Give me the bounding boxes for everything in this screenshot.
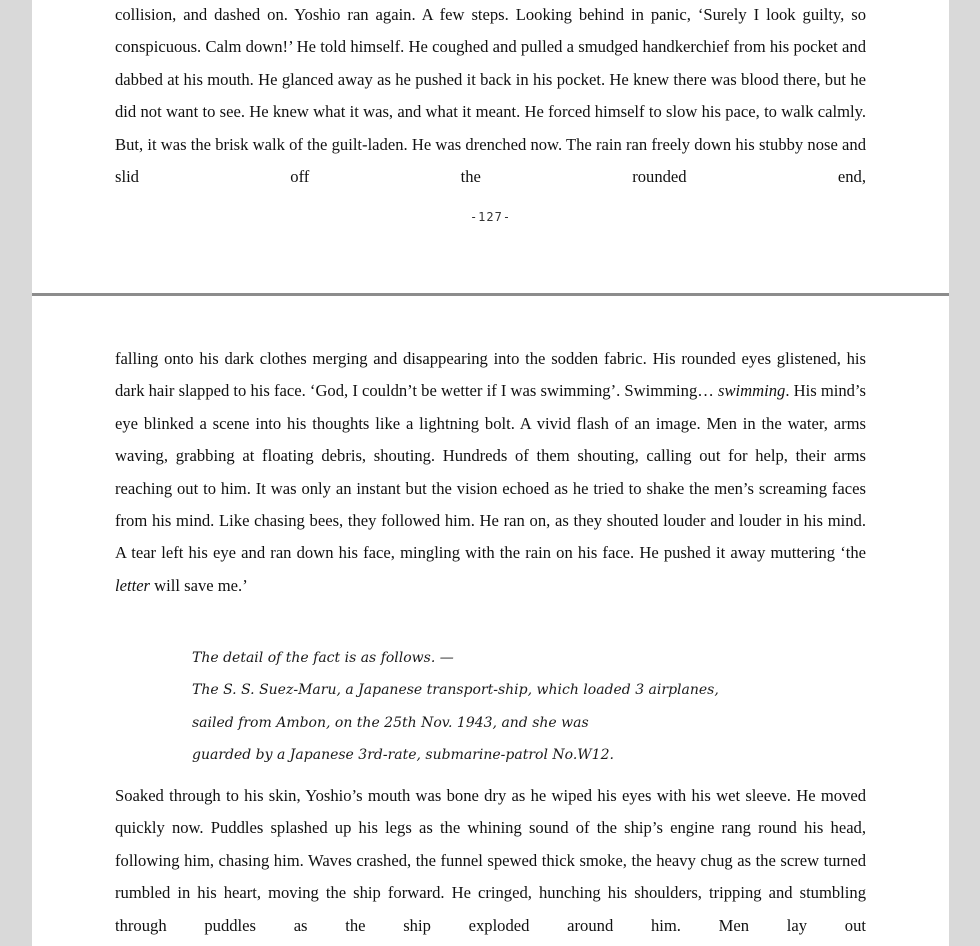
- paragraph-bottom: Soaked through to his skin, Yoshio’s mouth was bone dry as he wiped his eyes with his wet sleeve. He moved quickly now. Puddles splashed up his legs as the whining sound of the ship’s engine rang round his head, following him, chasing him. Waves crashed, the funnel spewed thick smoke, the heavy chug as the screw turned rumbled in his heart, moving the ship forward. He cringed, hunching his shoulders, tripping and stumbling through puddles as the ship exploded around him. Men lay out: [115, 786, 866, 935]
- handwritten-letter-excerpt: [192, 642, 792, 772]
- page-127: [32, 0, 949, 293]
- paragraph-text: . His mind’s eye blinked a scene into his thoughts like a lightning bolt. A vivid flash of an image. Men in the water, arms waving, grabbing at floating debris, shouting. Hundreds of them shouting, calling out for help, their arms reaching out to him. It was only an instant but the vision echoed as he tried to shake the men’s screaming faces from his mind. Like chasing bees, they followed him. He ran on, as they shouted louder and louder in his mind. A tear left his eye and ran down his face, mingling with the rain on his face. He pushed it away muttering ‘the: [115, 381, 866, 563]
- italic-emphasis: letter: [115, 575, 151, 595]
- page-number: -127-: [469, 210, 512, 224]
- paragraph-text: falling onto his dark clothes merging and disappearing into the sodden fabric. His rounded eyes glistened, his dark hair slapped to his face. ‘God, I couldn’t be wetter if I was swimming’. Swimming…: [115, 349, 866, 401]
- italic-emphasis: swimming: [718, 381, 786, 401]
- letter-line: The S. S. Suez-Maru, a Japanese transport-ship, which loaded 3 airplanes,: [192, 682, 719, 699]
- paragraph-top: collision, and dashed on. Yoshio ran again. A few steps. Looking behind in panic, ‘Surely I look guilty, so conspicuous. Calm down!’ He told himself. He coughed and pulled a smudged handkerchief from his pocket and dabbed at his mouth. He glanced away as he pushed it back in his pocket. He knew there was blood there, but he did not want to see. He knew what it was, and what it meant. He forced himself to slow his pace, to walk calmly. But, it was the brisk walk of the guilt-laden. He was drenched now. The rain ran freely down his stubby nose and slid off the rounded end,: [115, 5, 866, 187]
- paragraph-text: will save me.’: [150, 575, 248, 595]
- letter-line: sailed from Ambon, on the 25th Nov. 1943, and she was: [192, 714, 589, 731]
- letter-line: guarded by a Japanese 3rd-rate, submarine-patrol No.W12.: [192, 747, 614, 764]
- paragraph-flashback: [115, 343, 866, 602]
- letter-line: The detail of the fact is as follows. —: [192, 650, 454, 666]
- page-128: [32, 296, 949, 946]
